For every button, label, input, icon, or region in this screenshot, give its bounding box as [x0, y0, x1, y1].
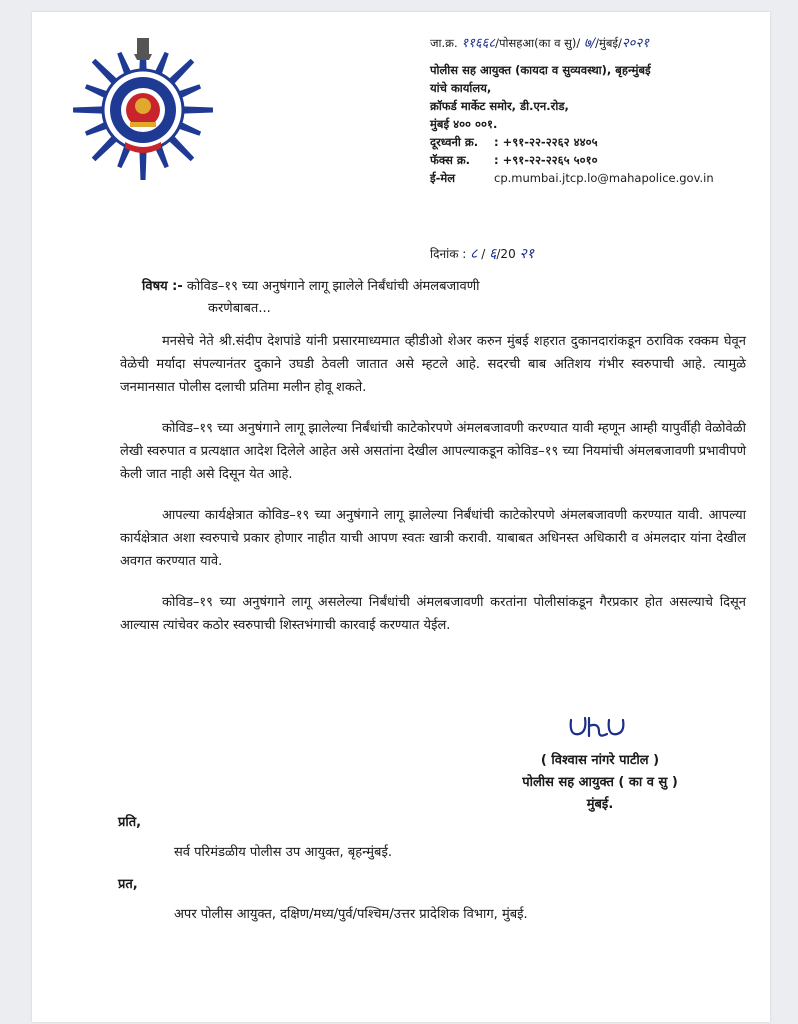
letter-page: [32, 12, 770, 1022]
signatory-city: मुंबई.: [586, 797, 614, 812]
to-recipient: सर्व परिमंडळीय पोलीस उप आयुक्त, बृहन्मुंबई.: [174, 845, 392, 860]
letter-date: दिनांक : ८ / ६/20 २१: [430, 246, 535, 262]
fax-value: : +९१-२२-२२६५ ५०१०: [494, 153, 598, 167]
subject-label: विषय :-: [142, 279, 183, 294]
signatory-name: ( विश्वास नांगरे पाटील ): [540, 753, 660, 768]
phone-label: दूरध्वनी क्र.: [430, 135, 479, 149]
address-line1: क्रॉफर्ड मार्केट समोर, डी.एन.रोड,: [430, 99, 569, 113]
address-line2: मुंबई ४०० ००१.: [430, 117, 498, 131]
phone-row: [430, 133, 760, 151]
date-label: दिनांक :: [430, 247, 467, 261]
email-row: [430, 169, 760, 187]
letter-body: [120, 330, 746, 655]
logo-ray: [73, 106, 103, 113]
ref-city: /मुंबई/: [595, 36, 622, 50]
subject-line2: करणेबाबत...: [208, 301, 271, 316]
phone-value: : +९१-२२-२२६२ ४४०५: [494, 135, 598, 149]
subject-block: [142, 276, 702, 320]
signatory-designation: पोलीस सह आयुक्त ( का व सु ): [522, 775, 678, 790]
paragraph-3: आपल्या कार्यक्षेत्रात कोविड–१९ च्या अनुषंगाने लागू झालेल्या निर्बंधांची काटेकोरपणे अंमलबजावणी करण्यात यावी. आपल्या कार्यक्षेत्रात अशा स्वरुपाचे प्रकार होणार नाहीत याची आपण स्वतः खात्री करावी. याबाबत अधिनस्त अधिकारी व अंमलदार यांना देखील अवगत करण्यात यावे.: [120, 508, 746, 569]
handwritten-signature: [565, 712, 635, 742]
date-year-prefix: /20: [496, 247, 516, 261]
mumbai-police-logo: [70, 34, 216, 180]
logo-ray: [92, 136, 118, 162]
recipients-block: [118, 812, 768, 936]
logo-ray: [169, 136, 195, 162]
date-day-handwritten: ८: [470, 246, 478, 262]
date-month-handwritten: ६: [489, 246, 497, 262]
logo-ray: [169, 59, 195, 85]
email-label: ई-मेल: [430, 171, 456, 185]
ref-number-handwritten: ११६६८: [461, 36, 496, 51]
paragraph-4: कोविड–१९ च्या अनुषंगाने लागू असलेल्या निर्बंधांची अंमलबजावणी करतांना पोलीसांकडून गैरप्रकार होत असल्याचे दिसून आल्यास त्यांचेवर कठोर स्वरुपाची शिस्तभंगाची कारवाई करण्यात येईल.: [120, 595, 746, 633]
paragraph-1: मनसेचे नेते श्री.संदीप देशपांडे यांनी प्रसारमाध्यमात व्हीडीओ शेअर करुन मुंबई शहरात दुकानदारांकडून ठराविक रक्कम घेवून वेळेची मर्यादा संपल्यानंतर दुकाने उघडी ठेवली जातात असे म्हटले आहे. सदरची बाब अतिशय गंभीर स्वरुपाची आहे. त्यामुळे जनमानसात पोलीस दलाची प्रतिमा मलीन होवू शकते.: [120, 334, 746, 395]
fax-label: फॅक्स क्र.: [430, 153, 471, 167]
copy-label: प्रत,: [118, 877, 138, 892]
logo-ray: [92, 59, 118, 85]
office-line2: यांचे कार्यालय,: [430, 81, 492, 95]
letter-header: [430, 34, 760, 187]
fax-row: [430, 151, 760, 169]
ref-prefix: जा.क्र.: [430, 36, 458, 50]
to-label: प्रति,: [118, 815, 142, 830]
office-name: पोलीस सह आयुक्त (कायदा व सुव्यवस्था), बृहन्मुंबई: [430, 63, 651, 77]
date-year-suffix-handwritten: २१: [519, 246, 535, 262]
reference-number: [430, 34, 760, 53]
copy-recipient: अपर पोलीस आयुक्त, दक्षिण/मध्य/पुर्व/पश्चिम/उत्तर प्रादेशिक विभाग, मुंबई.: [174, 907, 528, 922]
signature-block: [480, 712, 720, 816]
logo-ray: [183, 106, 213, 113]
logo-ray: [139, 150, 146, 180]
ref-suffix-handwritten: ७/: [583, 36, 596, 51]
ref-year-handwritten: २०२१: [621, 36, 649, 51]
email-value: cp.mumbai.jtcp.lo@mahapolice.gov.in: [494, 171, 714, 185]
subject-line1: कोविड–१९ च्या अनुषंगाने लागू झालेले निर्बंधांची अंमलबजावणी: [186, 279, 480, 294]
ref-mid: /पोसहआ(का व सु)/: [495, 36, 581, 50]
paragraph-2: कोविड–१९ च्या अनुषंगाने लागू झालेल्या निर्बंधांची काटेकोरपणे अंमलबजावणी करण्यात यावी म्हणून आम्ही यापुर्वीही वेळोवेळी लेखी स्वरुपात व प्रत्यक्षात आदेश दिलेले आहेत असे असतांना देखील आपल्याकडून कोविड–१९ च्या नियमांची अंमलबजावणी प्रभावीपणे केली जात नाही असे दिसून येत आहे.: [120, 421, 746, 482]
